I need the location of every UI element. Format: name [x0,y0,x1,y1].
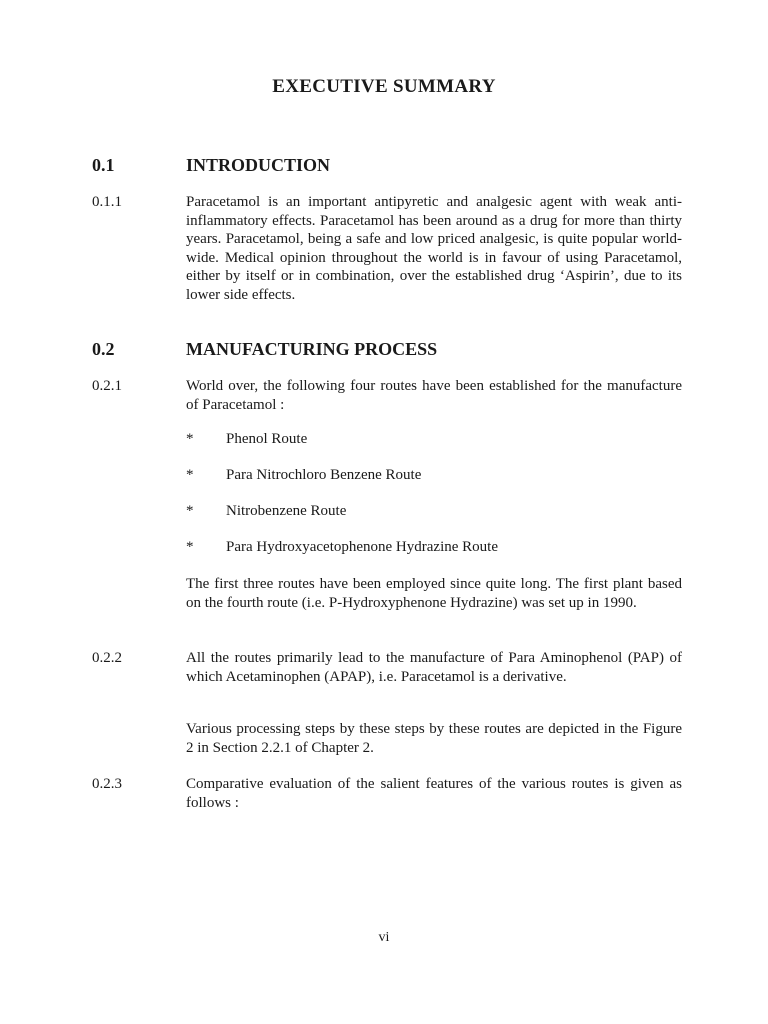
paragraph-number-0-2-1: 0.2.1 [92,378,122,394]
route-item: Phenol Route [226,431,308,447]
section-number-0-2: 0.2 [92,339,115,359]
paragraph-number-0-2-3: 0.2.3 [92,776,122,792]
route-item: Nitrobenzene Route [226,503,347,519]
bullet-marker: * [186,503,194,519]
paragraph-0-2-2: All the routes primarily lead to the manufacture of Para Aminophenol (PAP) of which Acetaminophen (APAP), i.e. Paracetamol is a derivative. [186,650,682,685]
bullet-marker: * [186,539,194,555]
bullet-marker: * [186,431,194,447]
section-heading-manufacturing-process: MANUFACTURING PROCESS [186,339,438,359]
bullet-marker: * [186,467,194,483]
paragraph-number-0-2-2: 0.2.2 [92,650,122,666]
paragraph-0-2-3: Comparative evaluation of the salient features of the various routes is given as follows : [186,776,682,811]
section-number-0-1: 0.1 [92,155,115,175]
paragraph-number-0-1-1: 0.1.1 [92,194,122,210]
paragraph-routes-history: The first three routes have been employed since quite long. The first plant based on the fourth route (i.e. P-Hydroxyphenone Hydrazine) was set up in 1990. [186,576,682,611]
paragraph-0-1-1: Paracetamol is an important antipyretic and analgesic agent with weak anti-inflammatory effects. Paracetamol has been around as a drug for more than thirty years. Paracetamol, being a safe and low priced analgesic, is quite popular world-wide. Medical opinion throughout the world is in favour of using Paracetamol, either by itself or in combination, over the established drug ‘Aspirin’, due to its lower side effects. [186,194,682,303]
paragraph-processing-steps: Various processing steps by these steps by these routes are depicted in the Figure 2 in Section 2.2.1 of Chapter 2. [186,721,682,756]
page-number: vi [378,930,390,945]
route-item: Para Nitrochloro Benzene Route [226,467,422,483]
route-item: Para Hydroxyacetophenone Hydrazine Route [226,539,498,555]
section-heading-introduction: INTRODUCTION [186,155,331,175]
page-title: EXECUTIVE SUMMARY [272,76,496,97]
paragraph-0-2-1: World over, the following four routes have been established for the manufacture of Paracetamol : [186,378,682,413]
